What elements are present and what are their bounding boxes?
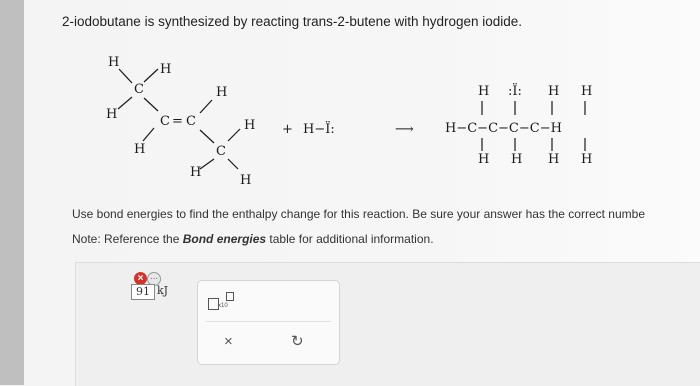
bond-line [228,129,240,141]
atom-c-methyl-left: C [134,82,144,97]
atom-h-p-top-4: H [581,84,593,99]
instruction-text: Use bond energies to find the enthalpy change for this reaction. Be sure your answer has the correct numbe [72,207,645,221]
bond-line [144,69,158,82]
bond-line [200,130,214,143]
atom-h-p-bottom-2: H [511,152,523,167]
scientific-notation-button[interactable] [208,291,238,313]
question-title: 2-iodobutane is synthesized by reacting trans-2-butene with hydrogen iodide. [62,14,523,29]
reaction-diagram [60,45,700,195]
atom-h-top-left: H [108,55,120,70]
atom-h-bottom-right: H [240,173,252,188]
toolbox-divider [206,321,331,322]
plus-sign: + [282,122,293,137]
answer-input[interactable]: 91 [131,284,155,300]
atom-h-alkene: H [216,85,228,100]
x10-label: x10 [218,303,228,309]
clear-icon[interactable]: × [224,333,233,350]
atom-h-p-bottom-1: H [478,152,490,167]
atom-c-alkene-1: C [160,114,170,129]
answer-panel [75,262,700,386]
bond-line [228,159,238,169]
product-carbon-chain: H−C−C−C−C−H [445,121,562,136]
atom-h-left: H [106,107,118,122]
math-toolbox [197,280,340,365]
bond-line [200,159,214,169]
note-prefix: Note: Reference the [72,232,183,246]
note-text [72,232,434,246]
bond-line [144,98,158,111]
atom-h-right: H [244,118,256,133]
atom-c-methyl-right: C [216,144,226,159]
incorrect-icon: × [134,272,147,285]
atom-h-bottom-left: H [190,165,202,180]
more-options-icon[interactable]: ⋯ [147,272,161,286]
atom-h-p-top-3: H [548,84,560,99]
note-suffix: table for additional information. [266,232,434,246]
reaction-arrow: ⟶ [395,122,414,137]
atom-c-alkene-2: C [186,114,196,129]
bond-line [143,128,154,141]
undo-icon[interactable]: ↻ [291,333,304,350]
atom-h-lower-left: H [134,142,146,157]
iodine-atom: :Ï: [508,84,522,99]
atom-h-top: H [160,62,172,77]
left-page-edge [0,0,24,385]
hydrogen-iodide: H−Ï: [303,122,335,137]
exponent-box-icon [226,292,234,301]
bond-energies-link: Bond energies [182,232,267,246]
bond-line [119,69,132,83]
double-bond: = [172,114,183,129]
atom-h-p-bottom-4: H [581,152,593,167]
atom-h-p-top-1: H [478,84,490,99]
atom-h-p-bottom-3: H [548,152,560,167]
bond-line [118,97,132,109]
answer-unit: kJ [157,284,169,297]
bond-line [200,100,212,113]
